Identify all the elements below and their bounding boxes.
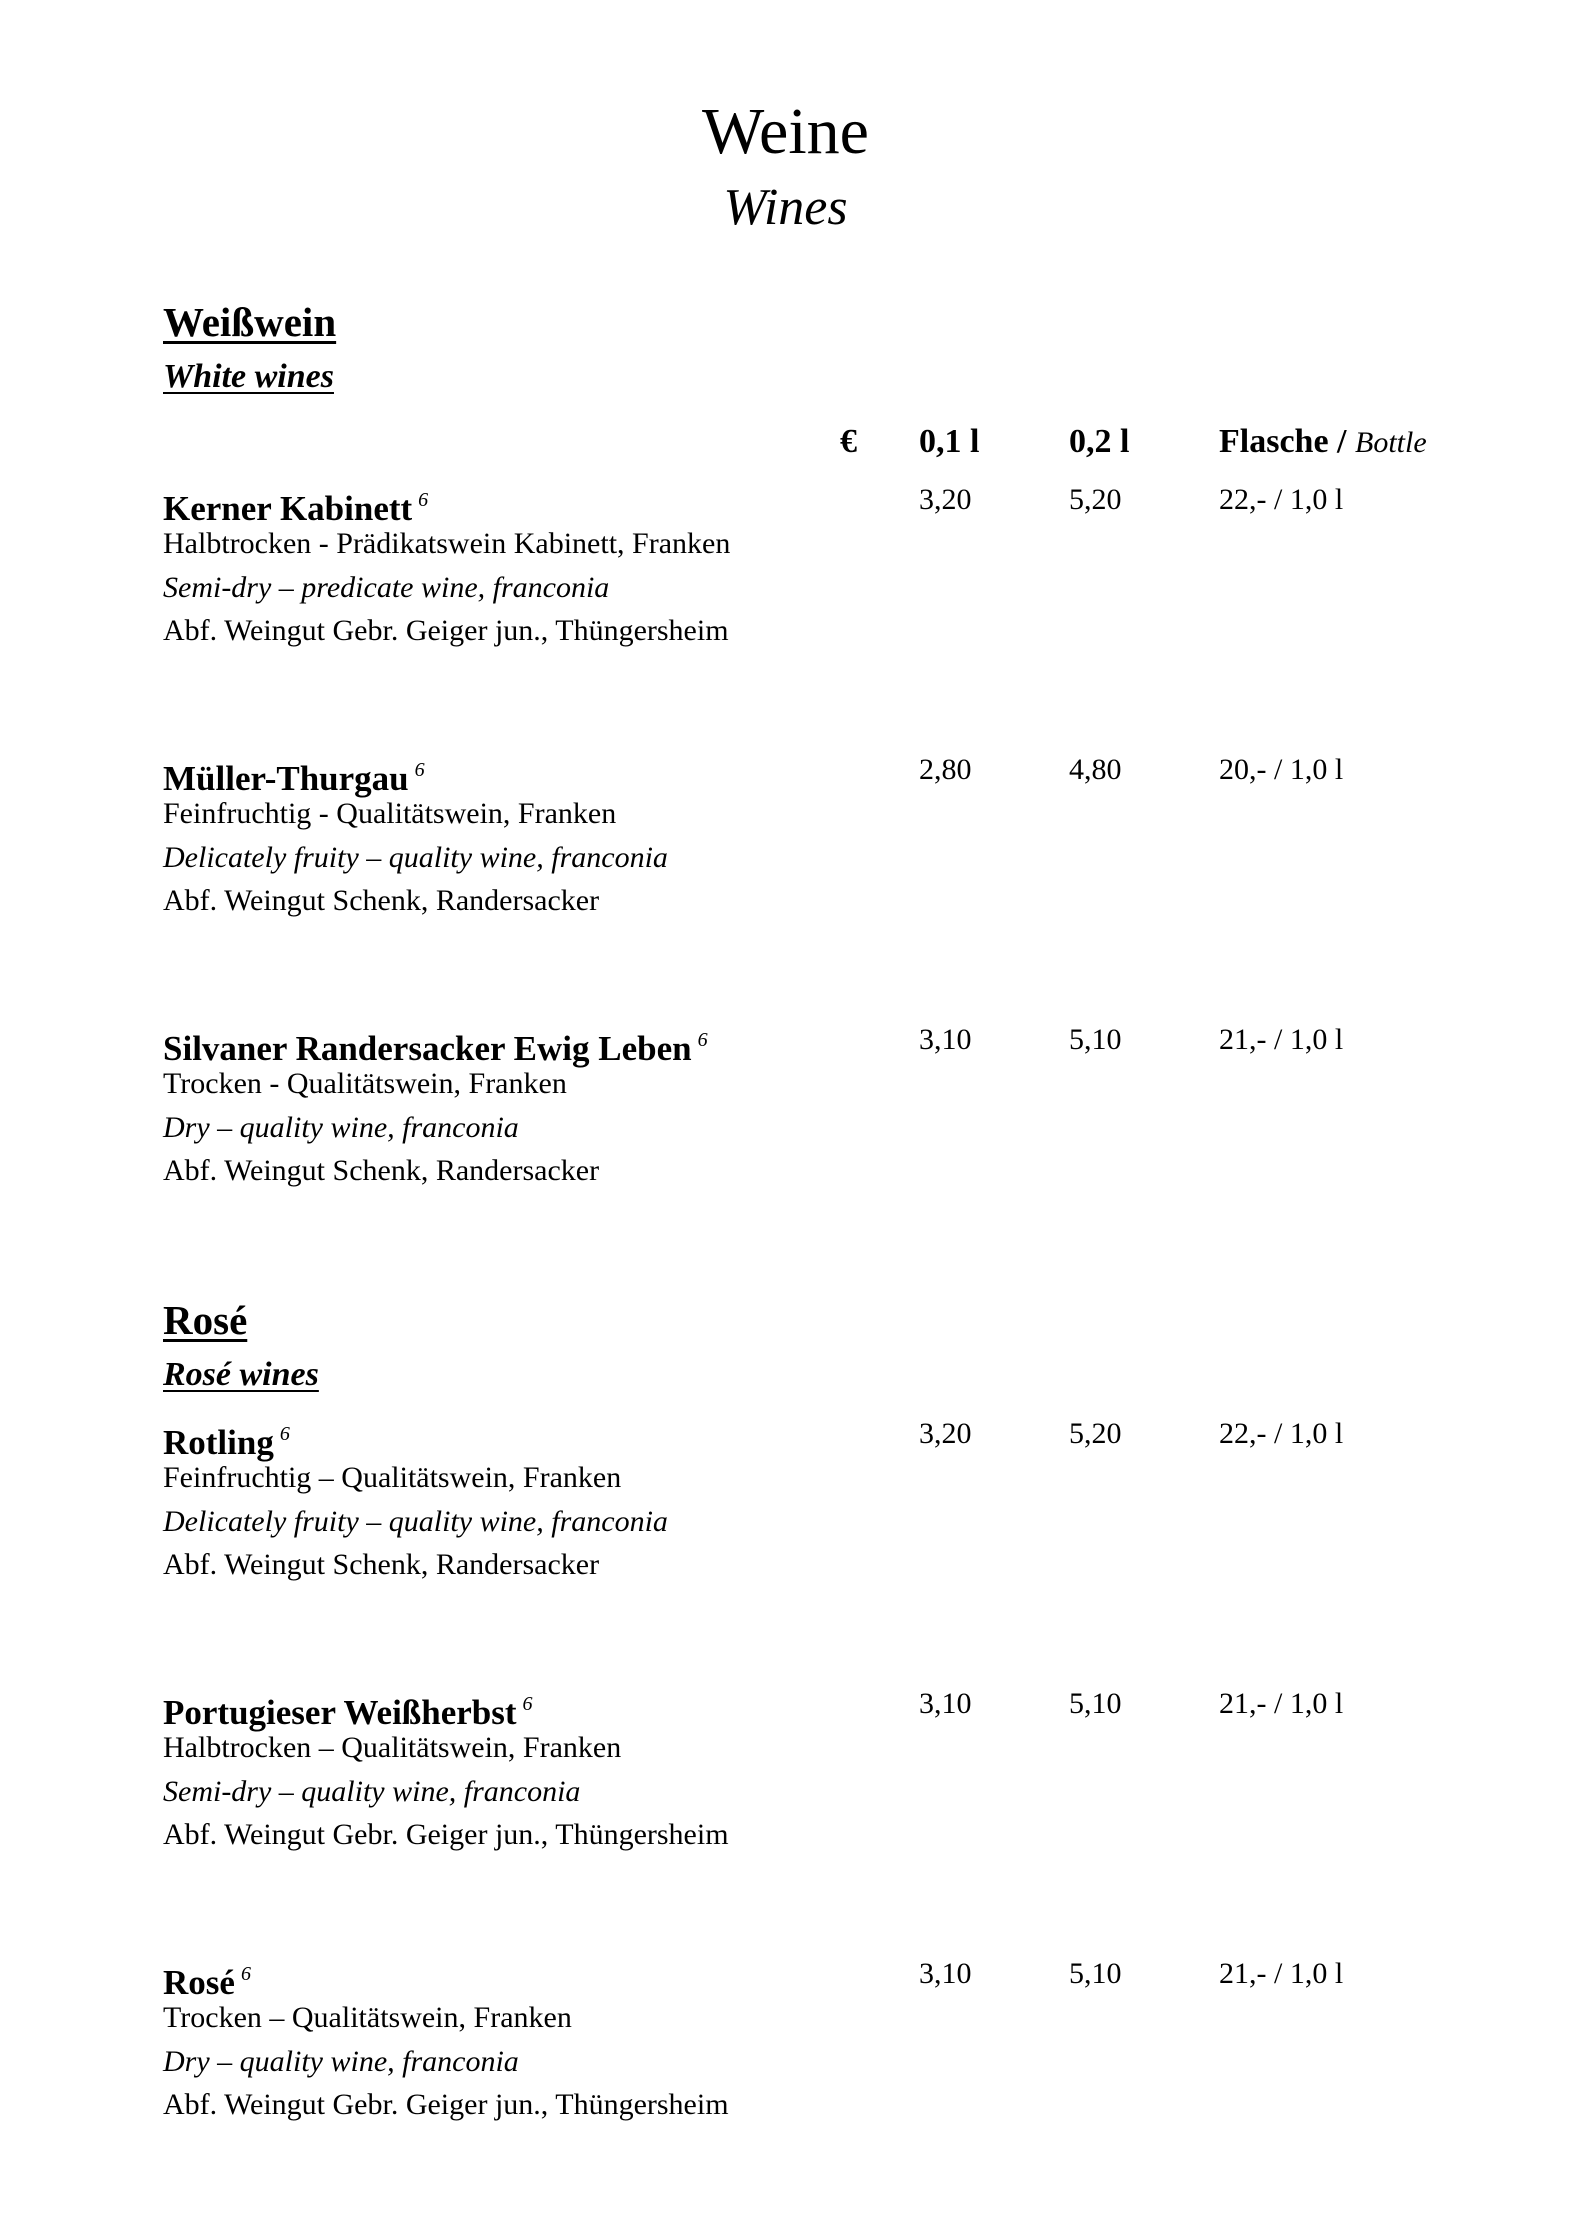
wine-name: Müller-Thurgau $^6$ bbox=[163, 759, 425, 798]
footnote-marker: 6 bbox=[240, 1963, 251, 1985]
section-subtitle-rose: Rosé wines bbox=[163, 1356, 319, 1393]
price-glass-small: 3,20 bbox=[919, 483, 972, 516]
wine-producer: Abf. Weingut Schenk, Randersacker bbox=[163, 884, 600, 917]
footnote-marker: 6 bbox=[522, 1693, 533, 1715]
price-glass-large: 5,20 bbox=[1069, 1417, 1122, 1450]
wine-producer: Abf. Weingut Schenk, Randersacker bbox=[163, 1548, 600, 1581]
price-glass-small: 2,80 bbox=[919, 753, 972, 786]
price-glass-small: 3,10 bbox=[919, 1957, 972, 1990]
column-header-separator: / bbox=[1337, 423, 1347, 460]
wine-description-de: Trocken – Qualitätswein, Franken bbox=[163, 2001, 572, 2034]
wine-description-de: Trocken - Qualitätswein, Franken bbox=[163, 1067, 567, 1100]
footnote-marker: 6 bbox=[418, 489, 429, 511]
wine-description-en: Semi-dry – predicate wine, franconia bbox=[163, 571, 610, 604]
wine-entry bbox=[163, 1952, 1463, 2152]
wine-entry bbox=[163, 1682, 1463, 1882]
price-bottle: 21,- / 1,0 l bbox=[1219, 1023, 1344, 1056]
footnote-marker: 6 bbox=[697, 1029, 708, 1051]
wine-description-de: Feinfruchtig - Qualitätswein, Franken bbox=[163, 797, 617, 830]
section-subtitle-white: White wines bbox=[163, 358, 334, 395]
wine-entry bbox=[163, 1412, 1463, 1612]
price-glass-large: 5,10 bbox=[1069, 1957, 1122, 1990]
section-title-white: Weißwein bbox=[163, 299, 337, 345]
column-header-glass-large: 0,2 l bbox=[1069, 423, 1130, 460]
wine-entry bbox=[163, 478, 1463, 678]
price-bottle: 21,- / 1,0 l bbox=[1219, 1687, 1344, 1720]
price-bottle: 22,- / 1,0 l bbox=[1219, 1417, 1344, 1450]
price-glass-large: 5,10 bbox=[1069, 1687, 1122, 1720]
footnote-marker: 6 bbox=[279, 1423, 290, 1445]
wine-description-de: Halbtrocken – Qualitätswein, Franken bbox=[163, 1731, 622, 1764]
column-header-currency: € bbox=[840, 423, 857, 460]
price-glass-large: 5,20 bbox=[1069, 483, 1122, 516]
price-bottle: 20,- / 1,0 l bbox=[1219, 753, 1344, 786]
wine-name: Rotling $^6$ bbox=[163, 1423, 290, 1462]
page-title: Weine bbox=[702, 95, 869, 168]
wine-name: Kerner Kabinett $^6$ bbox=[163, 489, 429, 528]
wine-producer: Abf. Weingut Gebr. Geiger jun., Thüngersheim bbox=[163, 614, 729, 647]
column-header-glass-small: 0,1 l bbox=[919, 423, 980, 460]
wine-description-en: Dry – quality wine, franconia bbox=[163, 2045, 519, 2078]
price-glass-large: 5,10 bbox=[1069, 1023, 1122, 1056]
wine-description-en: Semi-dry – quality wine, franconia bbox=[163, 1775, 581, 1808]
price-glass-small: 3,10 bbox=[919, 1687, 972, 1720]
price-bottle: 22,- / 1,0 l bbox=[1219, 483, 1344, 516]
wine-description-en: Delicately fruity – quality wine, franconia bbox=[163, 841, 668, 874]
wine-description-en: Delicately fruity – quality wine, franconia bbox=[163, 1505, 668, 1538]
wine-producer: Abf. Weingut Schenk, Randersacker bbox=[163, 1154, 600, 1187]
column-header-bottle-de: Flasche bbox=[1219, 423, 1329, 460]
price-glass-small: 3,20 bbox=[919, 1417, 972, 1450]
wine-description-en: Dry – quality wine, franconia bbox=[163, 1111, 519, 1144]
wine-entry bbox=[163, 748, 1463, 948]
column-header-bottle bbox=[1219, 420, 1427, 465]
price-bottle: 21,- / 1,0 l bbox=[1219, 1957, 1344, 1990]
wine-description-de: Halbtrocken - Prädikatswein Kabinett, Franken bbox=[163, 527, 731, 560]
wine-producer: Abf. Weingut Gebr. Geiger jun., Thüngersheim bbox=[163, 2088, 729, 2121]
page-subtitle: Wines bbox=[723, 179, 848, 236]
wine-name: Rosé $^6$ bbox=[163, 1963, 251, 2002]
section-title-rose: Rosé bbox=[163, 1297, 248, 1343]
wine-producer: Abf. Weingut Gebr. Geiger jun., Thüngersheim bbox=[163, 1818, 729, 1851]
wine-entry bbox=[163, 1018, 1463, 1218]
wine-name: Silvaner Randersacker Ewig Leben $^6$ bbox=[163, 1029, 708, 1068]
price-glass-large: 4,80 bbox=[1069, 753, 1122, 786]
wine-name: Portugieser Weißherbst $^6$ bbox=[163, 1693, 533, 1732]
wine-description-de: Feinfruchtig – Qualitätswein, Franken bbox=[163, 1461, 622, 1494]
price-glass-small: 3,10 bbox=[919, 1023, 972, 1056]
column-header-bottle-en: Bottle bbox=[1355, 426, 1427, 459]
footnote-marker: 6 bbox=[414, 759, 425, 781]
